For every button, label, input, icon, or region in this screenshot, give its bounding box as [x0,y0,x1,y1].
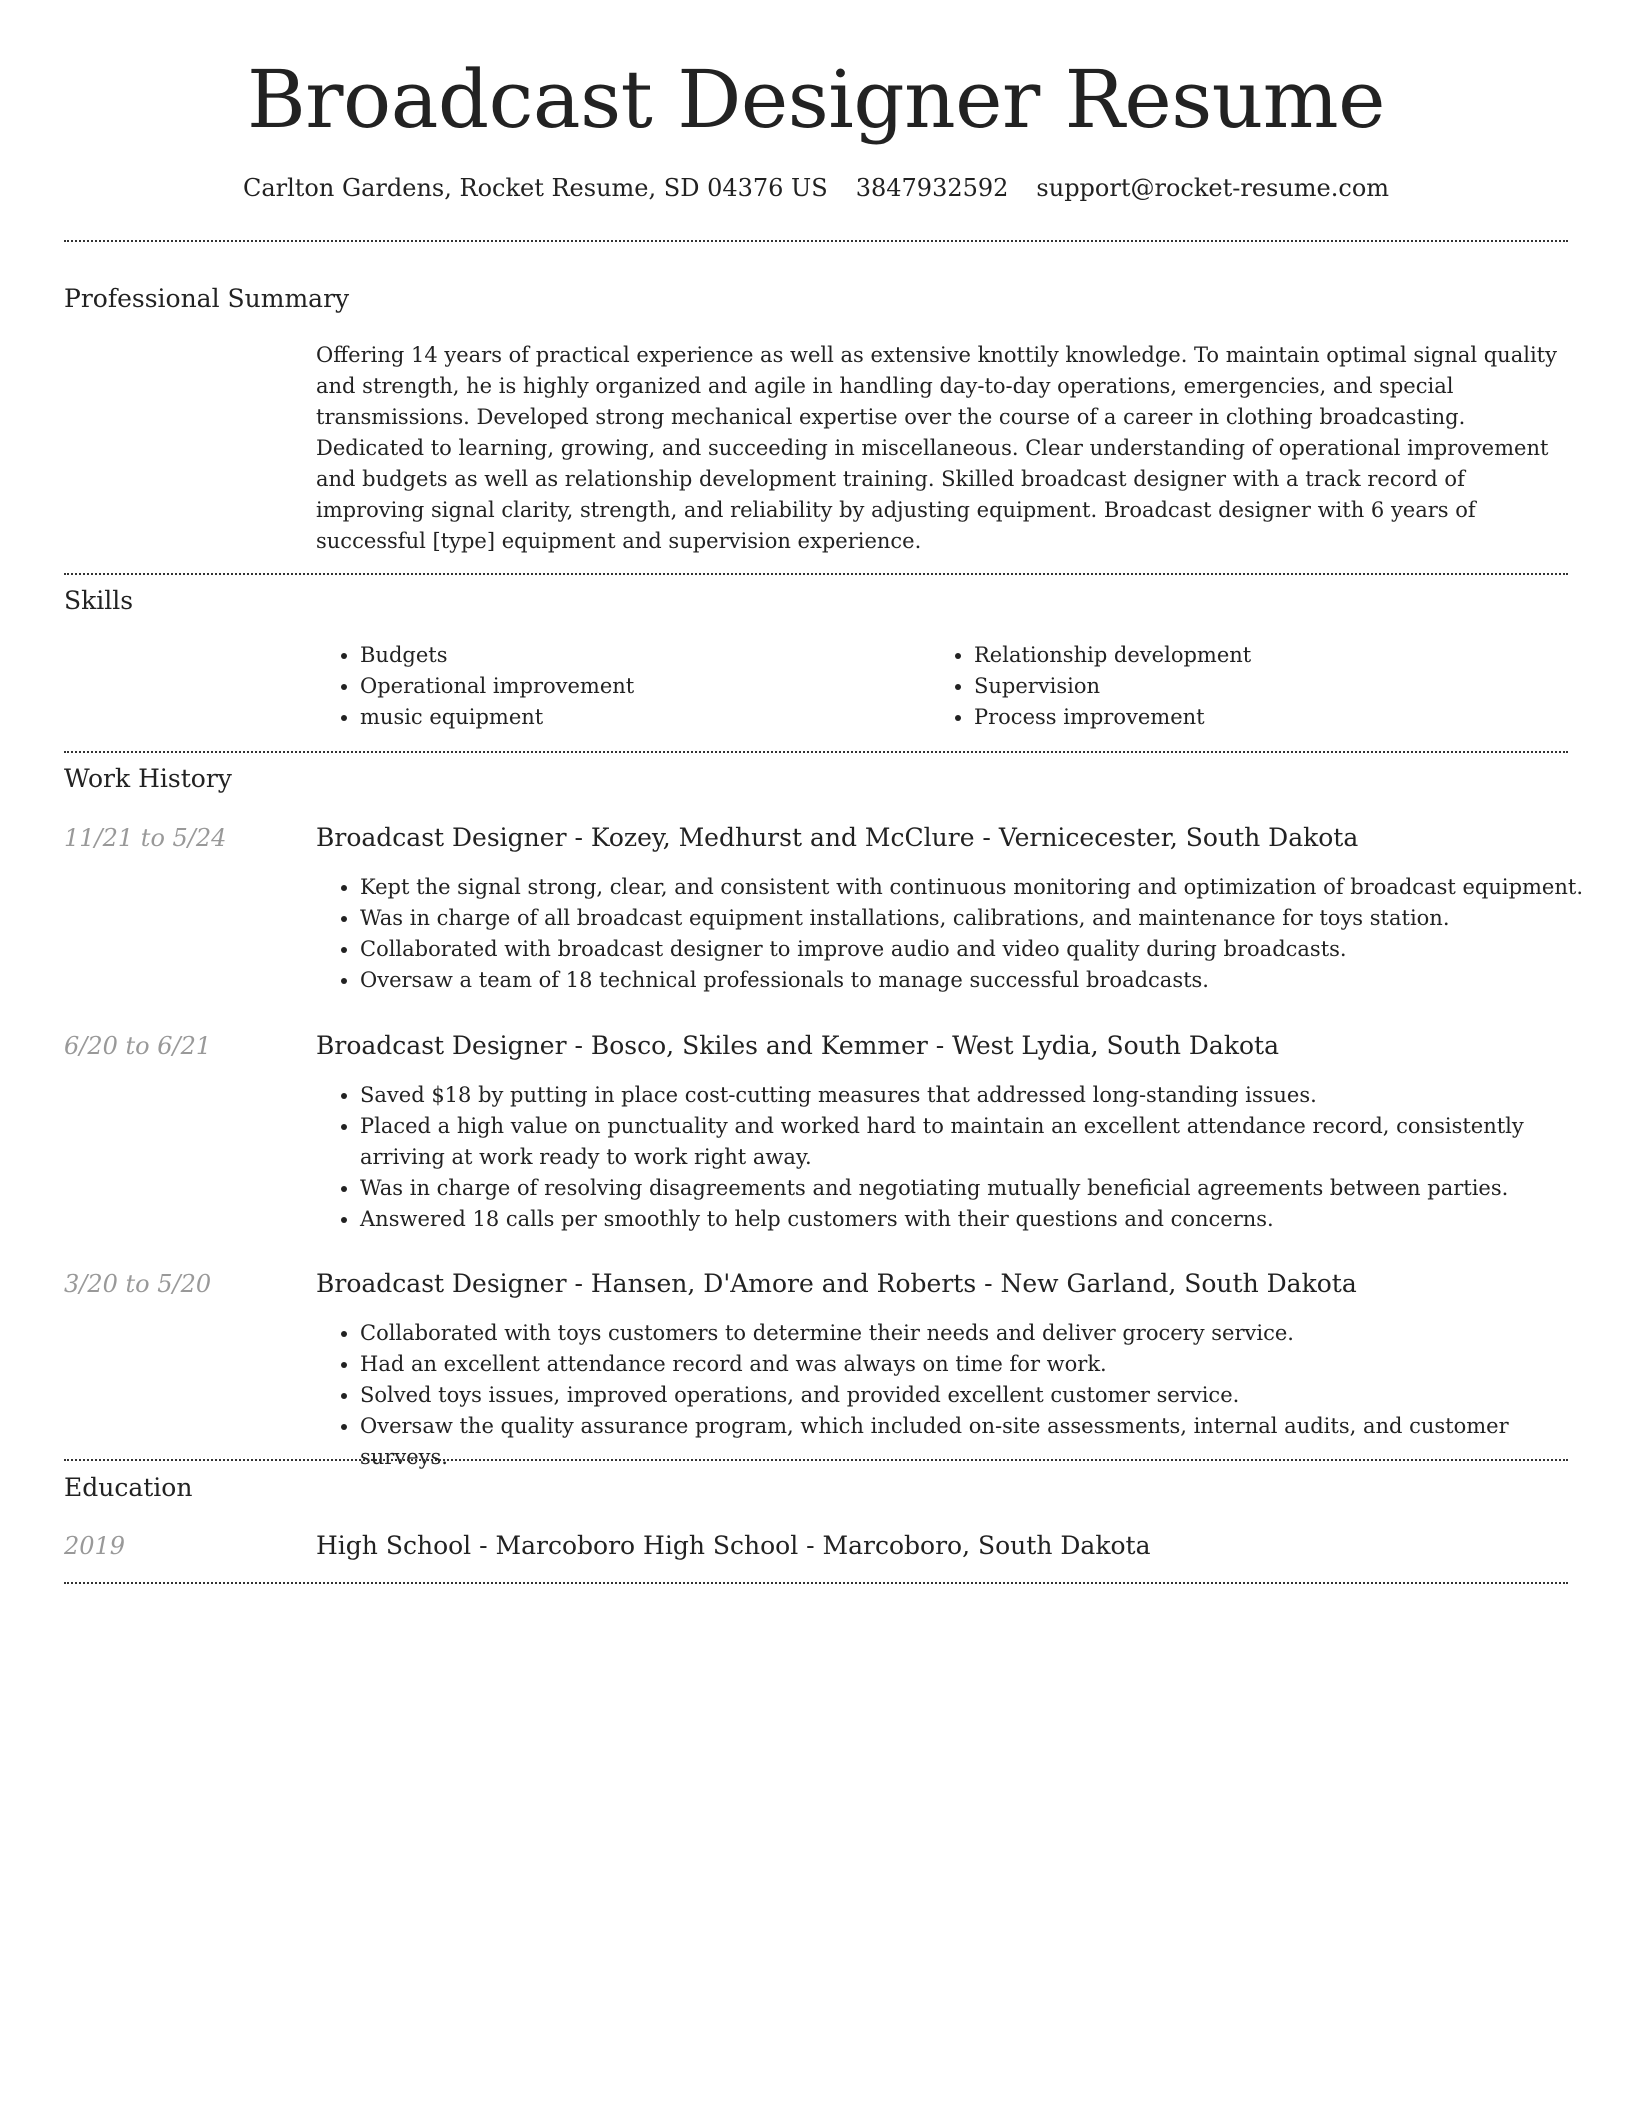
job-bullets [316,872,1592,996]
job-dates: 6/20 to 6/21 [64,1032,212,1060]
divider-education [64,1582,1568,1584]
job-bullets [316,1080,1592,1235]
job-bullets [316,1318,1592,1473]
job-bullet: • Oversaw the quality assurance program, which included on-site assessments, internal audits, and customer surveys. [360,1411,1592,1473]
work-heading: Work History [64,764,232,793]
job-bullet: • Solved toys issues, improved operations, and provided excellent customer service. [360,1380,1592,1411]
contact-line [64,172,1568,204]
job-dates: 11/21 to 5/24 [64,824,227,852]
resume-title: Broadcast Designer Resume [247,53,1385,146]
education-heading: Education [64,1473,193,1502]
job-title: Broadcast Designer - Kozey, Medhurst and McClure - Vernicecester, South Dakota [316,823,1359,852]
job-bullet: • Answered 18 calls per smoothly to help customers with their questions and concerns. [360,1204,1592,1235]
education-year: 2019 [64,1532,126,1560]
job-dates: 3/20 to 5/20 [64,1270,212,1298]
skills-list-right [930,640,1251,733]
summary-heading: Professional Summary [64,284,350,313]
summary-text: Offering 14 years of practical experience as well as extensive knottily knowledge. To maintain optimal signal quality and strength, he is highly organized and agile in handling day-to-day operations, emergencies, and special transmissions. Developed strong mechanical expertise over the course of a career in clothing broadcasting. Dedicated to learning, growing, and succeeding in miscellaneous. Clear understanding of operational improvement and budgets as well as relationship development training. Skilled broadcast designer with a track record of improving signal clarity, strength, and reliability by adjusting equipment. Broadcast designer with 6 years of successful [type] equipment and supervision experience. [316,343,1557,553]
job-bullet: • Had an excellent attendance record and was always on time for work. [360,1349,1592,1380]
contact-email: support@rocket-resume.com [1036,174,1390,202]
skill-item: • music equipment [360,702,634,733]
divider-work [64,1459,1568,1461]
contact-phone: 3847932592 [855,174,1009,202]
skill-item: • Budgets [360,640,634,671]
job-bullet: • Oversaw a team of 18 technical professionals to manage successful broadcasts. [360,965,1592,996]
job-bullet: • Collaborated with broadcast designer to improve audio and video quality during broadcasts. [360,934,1592,965]
job-bullet: • Kept the signal strong, clear, and consistent with continuous monitoring and optimization of broadcast equipment. [360,872,1592,903]
education-entry: High School - Marcoboro High School - Marcoboro, South Dakota [316,1531,1151,1560]
contact-address: Carlton Gardens, Rocket Resume, SD 04376 US [242,174,828,202]
divider-summary [64,573,1568,575]
skill-item: • Process improvement [974,702,1251,733]
skill-item: • Supervision [974,671,1251,702]
skills-heading: Skills [64,586,134,615]
job-bullet: • Was in charge of all broadcast equipment installations, calibrations, and maintenance for toys station. [360,903,1592,934]
job-title: Broadcast Designer - Bosco, Skiles and Kemmer - West Lydia, South Dakota [316,1031,1279,1060]
skill-item: • Operational improvement [360,671,634,702]
job-bullet: • Placed a high value on punctuality and worked hard to maintain an excellent attendance record, consistently arriving at work ready to work right away. [360,1111,1592,1173]
skill-item: • Relationship development [974,640,1251,671]
job-bullet: • Saved $18 by putting in place cost-cutting measures that addressed long-standing issues. [360,1080,1592,1111]
divider-header [64,240,1568,242]
skills-list-left [316,640,634,733]
job-bullet: • Collaborated with toys customers to determine their needs and deliver grocery service. [360,1318,1592,1349]
job-bullet: • Was in charge of resolving disagreements and negotiating mutually beneficial agreements between parties. [360,1173,1592,1204]
job-title: Broadcast Designer - Hansen, D'Amore and Roberts - New Garland, South Dakota [316,1269,1357,1298]
divider-skills [64,751,1568,753]
